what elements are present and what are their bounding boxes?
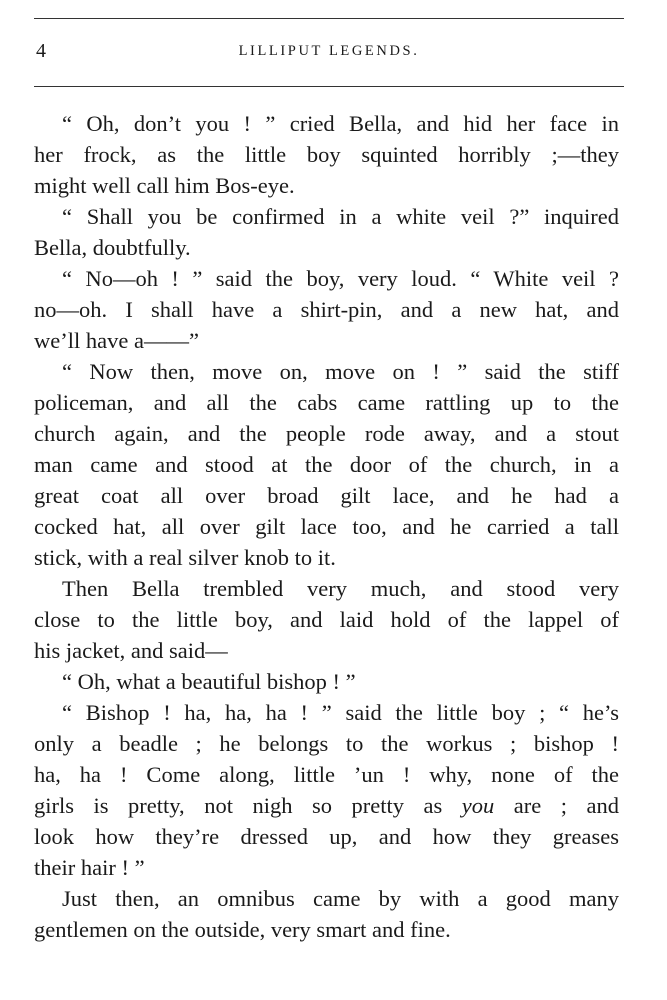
text-line: ha, ha ! Come along, little ’un ! why, none of the (34, 762, 619, 787)
text-line: her frock, as the little boy squinted horribly ;—they (34, 142, 619, 167)
text-line: close to the little boy, and laid hold of the lappel of (34, 607, 619, 632)
text-line: we’ll have a——” (34, 328, 199, 353)
page-header (34, 40, 624, 66)
text-line: might well call him Bos-eye. (34, 173, 295, 198)
text-line: his jacket, and said— (34, 638, 228, 663)
text-line: “ No—oh ! ” said the boy, very loud. “ White veil ? (62, 266, 619, 291)
text-line: Bella, doubtfully. (34, 235, 191, 260)
text-line: “ Now then, move on, move on ! ” said the stiff (62, 359, 619, 384)
text-line: man came and stood at the door of the church, in a (34, 452, 619, 477)
text-line: Just then, an omnibus came by with a good many (62, 886, 619, 911)
body-text (34, 108, 619, 945)
text-line: policeman, and all the cabs came rattling up to the (34, 390, 619, 415)
text-line: “ Shall you be confirmed in a white veil ?” inquired (62, 204, 619, 229)
text-line: “ Bishop ! ha, ha, ha ! ” said the little boy ; “ he’s (62, 700, 619, 725)
text-line: “ Oh, don’t you ! ” cried Bella, and hid her face in (62, 111, 619, 136)
page-number: 4 (36, 40, 46, 62)
text-line: “ Oh, what a beautiful bishop ! ” (62, 669, 356, 694)
text-line: girls is pretty, not nigh so pretty as you are ; and (34, 793, 619, 818)
text-line: only a beadle ; he belongs to the workus ; bishop ! (34, 731, 619, 756)
text-line: church again, and the people rode away, and a stout (34, 421, 619, 446)
running-title: LILLIPUT LEGENDS. (238, 43, 420, 59)
text-line: Then Bella trembled very much, and stood very (62, 576, 619, 601)
text-line: stick, with a real silver knob to it. (34, 545, 336, 570)
text-line: look how they’re dressed up, and how they greases (34, 824, 619, 849)
text-line: their hair ! ” (34, 855, 145, 880)
text-line: no—oh. I shall have a shirt-pin, and a new hat, and (34, 297, 619, 322)
top-rule (34, 18, 624, 19)
text-line: great coat all over broad gilt lace, and he had a (34, 483, 619, 508)
text-line: cocked hat, all over gilt lace too, and he carried a tall (34, 514, 619, 539)
text-line: gentlemen on the outside, very smart and fine. (34, 917, 451, 942)
header-rule (34, 86, 624, 87)
